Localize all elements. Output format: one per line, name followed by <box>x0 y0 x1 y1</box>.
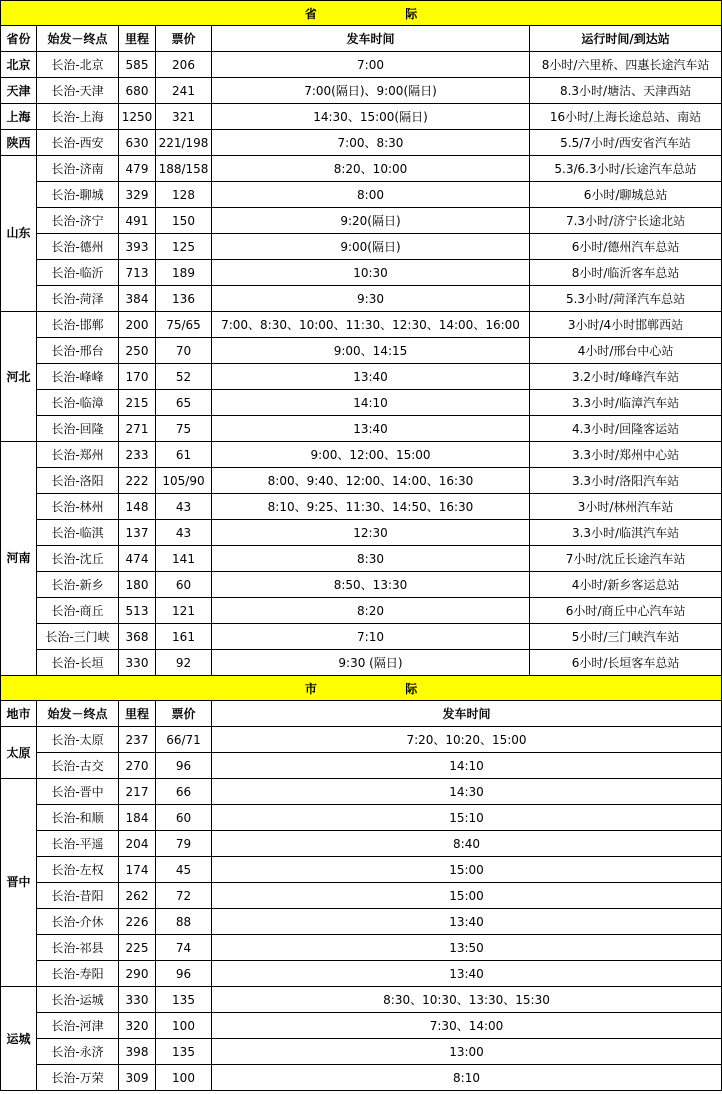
distance-cell: 393 <box>119 234 156 260</box>
column-header: 票价 <box>156 26 212 52</box>
column-header: 发车时间 <box>212 26 530 52</box>
arrival-cell: 5.3小时/菏泽汽车总站 <box>530 286 722 312</box>
table-row <box>1 78 722 104</box>
arrival-cell: 6小时/德州汽车总站 <box>530 234 722 260</box>
distance-cell: 270 <box>119 753 156 779</box>
route-cell: 长治-三门峡 <box>37 624 119 650</box>
times-cell: 9:30 (隔日) <box>212 650 530 676</box>
times-cell: 8:20、10:00 <box>212 156 530 182</box>
times-cell: 8:10 <box>212 1065 722 1091</box>
region-cell: 陕西 <box>1 130 37 156</box>
distance-cell: 180 <box>119 572 156 598</box>
price-cell: 88 <box>156 909 212 935</box>
route-cell: 长治-古交 <box>37 753 119 779</box>
distance-cell: 271 <box>119 416 156 442</box>
table-row <box>1 779 722 805</box>
route-cell: 长治-聊城 <box>37 182 119 208</box>
table-row <box>1 364 722 390</box>
column-header: 里程 <box>119 26 156 52</box>
route-cell: 长治-西安 <box>37 130 119 156</box>
arrival-cell: 5小时/三门峡汽车站 <box>530 624 722 650</box>
route-cell: 长治-邢台 <box>37 338 119 364</box>
arrival-cell: 3.3小时/洛阳汽车站 <box>530 468 722 494</box>
times-cell: 13:40 <box>212 909 722 935</box>
route-cell: 长治-寿阳 <box>37 961 119 987</box>
route-cell: 长治-临淇 <box>37 520 119 546</box>
route-cell: 长治-新乡 <box>37 572 119 598</box>
price-cell: 135 <box>156 987 212 1013</box>
times-cell: 14:30、15:00(隔日) <box>212 104 530 130</box>
times-cell: 13:50 <box>212 935 722 961</box>
arrival-cell: 8.3小时/塘沽、天津西站 <box>530 78 722 104</box>
table-row <box>1 104 722 130</box>
table-row <box>1 753 722 779</box>
price-cell: 43 <box>156 494 212 520</box>
distance-cell: 630 <box>119 130 156 156</box>
times-cell: 7:20、10:20、15:00 <box>212 727 722 753</box>
distance-cell: 330 <box>119 987 156 1013</box>
times-cell: 9:00(隔日) <box>212 234 530 260</box>
table-row <box>1 234 722 260</box>
table-row <box>1 961 722 987</box>
inter-province-header-row <box>1 26 722 52</box>
price-cell: 70 <box>156 338 212 364</box>
arrival-cell: 5.3/6.3小时/长途汽车总站 <box>530 156 722 182</box>
times-cell: 15:00 <box>212 857 722 883</box>
route-cell: 长治-临沂 <box>37 260 119 286</box>
region-cell: 山东 <box>1 156 37 312</box>
times-cell: 9:20(隔日) <box>212 208 530 234</box>
times-cell: 13:40 <box>212 364 530 390</box>
table-row <box>1 312 722 338</box>
region-cell: 太原 <box>1 727 37 779</box>
route-cell: 长治-长垣 <box>37 650 119 676</box>
times-cell: 8:00 <box>212 182 530 208</box>
distance-cell: 170 <box>119 364 156 390</box>
region-cell: 运城 <box>1 987 37 1091</box>
route-cell: 长治-林州 <box>37 494 119 520</box>
route-cell: 长治-昔阳 <box>37 883 119 909</box>
table-row <box>1 286 722 312</box>
route-cell: 长治-沈丘 <box>37 546 119 572</box>
price-cell: 125 <box>156 234 212 260</box>
arrival-cell: 5.5/7小时/西安省汽车站 <box>530 130 722 156</box>
distance-cell: 474 <box>119 546 156 572</box>
column-header: 运行时间/到达站 <box>530 26 722 52</box>
price-cell: 221/198 <box>156 130 212 156</box>
column-header: 始发－终点 <box>37 701 119 727</box>
distance-cell: 1250 <box>119 104 156 130</box>
price-cell: 241 <box>156 78 212 104</box>
route-cell: 长治-祁县 <box>37 935 119 961</box>
arrival-cell: 4小时/邢台中心站 <box>530 338 722 364</box>
times-cell: 8:30、10:30、13:30、15:30 <box>212 987 722 1013</box>
column-header: 发车时间 <box>212 701 722 727</box>
times-cell: 8:50、13:30 <box>212 572 530 598</box>
distance-cell: 233 <box>119 442 156 468</box>
distance-cell: 200 <box>119 312 156 338</box>
table-row <box>1 1065 722 1091</box>
column-header: 始发－终点 <box>37 26 119 52</box>
table-row <box>1 520 722 546</box>
arrival-cell: 16小时/上海长途总站、南站 <box>530 104 722 130</box>
price-cell: 66 <box>156 779 212 805</box>
table-row <box>1 831 722 857</box>
price-cell: 96 <box>156 961 212 987</box>
price-cell: 206 <box>156 52 212 78</box>
times-cell: 9:30 <box>212 286 530 312</box>
distance-cell: 320 <box>119 1013 156 1039</box>
arrival-cell: 4.3小时/回隆客运站 <box>530 416 722 442</box>
times-cell: 7:10 <box>212 624 530 650</box>
route-cell: 长治-晋中 <box>37 779 119 805</box>
route-cell: 长治-河津 <box>37 1013 119 1039</box>
times-cell: 7:00、8:30 <box>212 130 530 156</box>
arrival-cell: 4小时/新乡客运总站 <box>530 572 722 598</box>
price-cell: 100 <box>156 1013 212 1039</box>
times-cell: 12:30 <box>212 520 530 546</box>
table-row <box>1 857 722 883</box>
route-cell: 长治-商丘 <box>37 598 119 624</box>
distance-cell: 585 <box>119 52 156 78</box>
route-cell: 长治-济南 <box>37 156 119 182</box>
price-cell: 121 <box>156 598 212 624</box>
table-row <box>1 598 722 624</box>
table-row <box>1 935 722 961</box>
table-row <box>1 182 722 208</box>
arrival-cell: 3小时/4小时邯郸西站 <box>530 312 722 338</box>
times-cell: 8:00、9:40、12:00、14:00、16:30 <box>212 468 530 494</box>
price-cell: 60 <box>156 805 212 831</box>
times-cell: 7:00、8:30、10:00、11:30、12:30、14:00、16:00 <box>212 312 530 338</box>
times-cell: 10:30 <box>212 260 530 286</box>
arrival-cell: 3.3小时/郑州中心站 <box>530 442 722 468</box>
distance-cell: 215 <box>119 390 156 416</box>
arrival-cell: 7.3小时/济宁长途北站 <box>530 208 722 234</box>
distance-cell: 513 <box>119 598 156 624</box>
route-cell: 长治-德州 <box>37 234 119 260</box>
region-cell: 上海 <box>1 104 37 130</box>
table-row <box>1 909 722 935</box>
route-cell: 长治-上海 <box>37 104 119 130</box>
route-cell: 长治-回隆 <box>37 416 119 442</box>
price-cell: 100 <box>156 1065 212 1091</box>
table-row <box>1 1039 722 1065</box>
price-cell: 92 <box>156 650 212 676</box>
route-cell: 长治-左权 <box>37 857 119 883</box>
price-cell: 61 <box>156 442 212 468</box>
distance-cell: 148 <box>119 494 156 520</box>
price-cell: 150 <box>156 208 212 234</box>
distance-cell: 309 <box>119 1065 156 1091</box>
times-cell: 15:00 <box>212 883 722 909</box>
times-cell: 14:10 <box>212 390 530 416</box>
arrival-cell: 6小时/长垣客车总站 <box>530 650 722 676</box>
price-cell: 79 <box>156 831 212 857</box>
arrival-cell: 8小时/临沂客车总站 <box>530 260 722 286</box>
price-cell: 75 <box>156 416 212 442</box>
distance-cell: 174 <box>119 857 156 883</box>
table-row <box>1 727 722 753</box>
route-cell: 长治-介休 <box>37 909 119 935</box>
table-row <box>1 130 722 156</box>
times-cell: 8:30 <box>212 546 530 572</box>
times-cell: 7:00 <box>212 52 530 78</box>
table-row <box>1 572 722 598</box>
table-row <box>1 494 722 520</box>
route-cell: 长治-天津 <box>37 78 119 104</box>
table-row <box>1 208 722 234</box>
arrival-cell: 3.3小时/临漳汽车站 <box>530 390 722 416</box>
inter-province-body <box>1 52 722 676</box>
table-row <box>1 156 722 182</box>
arrival-cell: 6小时/商丘中心汽车站 <box>530 598 722 624</box>
route-cell: 长治-郑州 <box>37 442 119 468</box>
times-cell: 15:10 <box>212 805 722 831</box>
distance-cell: 137 <box>119 520 156 546</box>
route-cell: 长治-峰峰 <box>37 364 119 390</box>
times-cell: 13:40 <box>212 961 722 987</box>
distance-cell: 217 <box>119 779 156 805</box>
arrival-cell: 6小时/聊城总站 <box>530 182 722 208</box>
times-cell: 8:10、9:25、11:30、14:50、16:30 <box>212 494 530 520</box>
times-cell: 9:00、14:15 <box>212 338 530 364</box>
inter-city-header-row <box>1 701 722 727</box>
price-cell: 321 <box>156 104 212 130</box>
table-row <box>1 883 722 909</box>
distance-cell: 184 <box>119 805 156 831</box>
price-cell: 75/65 <box>156 312 212 338</box>
route-cell: 长治-北京 <box>37 52 119 78</box>
price-cell: 52 <box>156 364 212 390</box>
distance-cell: 479 <box>119 156 156 182</box>
inter-city-body <box>1 727 722 1091</box>
times-cell: 13:40 <box>212 416 530 442</box>
route-cell: 长治-万荣 <box>37 1065 119 1091</box>
table-row <box>1 468 722 494</box>
route-cell: 长治-平遥 <box>37 831 119 857</box>
times-cell: 9:00、12:00、15:00 <box>212 442 530 468</box>
route-cell: 长治-临漳 <box>37 390 119 416</box>
distance-cell: 225 <box>119 935 156 961</box>
distance-cell: 384 <box>119 286 156 312</box>
price-cell: 45 <box>156 857 212 883</box>
table-row <box>1 442 722 468</box>
price-cell: 136 <box>156 286 212 312</box>
table-row <box>1 987 722 1013</box>
table-row <box>1 416 722 442</box>
price-cell: 60 <box>156 572 212 598</box>
distance-cell: 713 <box>119 260 156 286</box>
region-cell: 晋中 <box>1 779 37 987</box>
price-cell: 135 <box>156 1039 212 1065</box>
column-header: 里程 <box>119 701 156 727</box>
region-cell: 天津 <box>1 78 37 104</box>
times-cell: 8:40 <box>212 831 722 857</box>
times-cell: 14:30 <box>212 779 722 805</box>
distance-cell: 237 <box>119 727 156 753</box>
arrival-cell: 3小时/林州汽车站 <box>530 494 722 520</box>
distance-cell: 290 <box>119 961 156 987</box>
times-cell: 7:00(隔日)、9:00(隔日) <box>212 78 530 104</box>
price-cell: 105/90 <box>156 468 212 494</box>
arrival-cell: 8小时/六里桥、四惠长途汽车站 <box>530 52 722 78</box>
region-cell: 河南 <box>1 442 37 676</box>
price-cell: 128 <box>156 182 212 208</box>
distance-cell: 680 <box>119 78 156 104</box>
distance-cell: 250 <box>119 338 156 364</box>
price-cell: 43 <box>156 520 212 546</box>
table-row <box>1 52 722 78</box>
price-cell: 74 <box>156 935 212 961</box>
price-cell: 96 <box>156 753 212 779</box>
times-cell: 14:10 <box>212 753 722 779</box>
route-cell: 长治-太原 <box>37 727 119 753</box>
times-cell: 13:00 <box>212 1039 722 1065</box>
arrival-cell: 7小时/沈丘长途汽车站 <box>530 546 722 572</box>
distance-cell: 226 <box>119 909 156 935</box>
route-cell: 长治-邯郸 <box>37 312 119 338</box>
distance-cell: 491 <box>119 208 156 234</box>
table-row <box>1 624 722 650</box>
table-row <box>1 650 722 676</box>
distance-cell: 222 <box>119 468 156 494</box>
inter-province-banner: 省 际 <box>1 1 722 26</box>
distance-cell: 262 <box>119 883 156 909</box>
region-cell: 河北 <box>1 312 37 442</box>
route-cell: 长治-洛阳 <box>37 468 119 494</box>
route-cell: 长治-济宁 <box>37 208 119 234</box>
column-header: 地市 <box>1 701 37 727</box>
route-cell: 长治-运城 <box>37 987 119 1013</box>
table-row <box>1 260 722 286</box>
price-cell: 66/71 <box>156 727 212 753</box>
table-row <box>1 546 722 572</box>
price-cell: 65 <box>156 390 212 416</box>
column-header: 省份 <box>1 26 37 52</box>
price-cell: 72 <box>156 883 212 909</box>
arrival-cell: 3.2小时/峰峰汽车站 <box>530 364 722 390</box>
table-row <box>1 805 722 831</box>
route-cell: 长治-菏泽 <box>37 286 119 312</box>
column-header: 票价 <box>156 701 212 727</box>
arrival-cell: 3.3小时/临淇汽车站 <box>530 520 722 546</box>
distance-cell: 368 <box>119 624 156 650</box>
route-cell: 长治-和顺 <box>37 805 119 831</box>
table-row <box>1 390 722 416</box>
times-cell: 8:20 <box>212 598 530 624</box>
table-row <box>1 1013 722 1039</box>
region-cell: 北京 <box>1 52 37 78</box>
distance-cell: 398 <box>119 1039 156 1065</box>
route-cell: 长治-永济 <box>37 1039 119 1065</box>
distance-cell: 204 <box>119 831 156 857</box>
price-cell: 141 <box>156 546 212 572</box>
times-cell: 7:30、14:00 <box>212 1013 722 1039</box>
price-cell: 189 <box>156 260 212 286</box>
inter-city-banner: 市 际 <box>1 676 722 701</box>
inter-city-table <box>0 675 722 1091</box>
price-cell: 188/158 <box>156 156 212 182</box>
price-cell: 161 <box>156 624 212 650</box>
distance-cell: 330 <box>119 650 156 676</box>
table-row <box>1 338 722 364</box>
distance-cell: 329 <box>119 182 156 208</box>
